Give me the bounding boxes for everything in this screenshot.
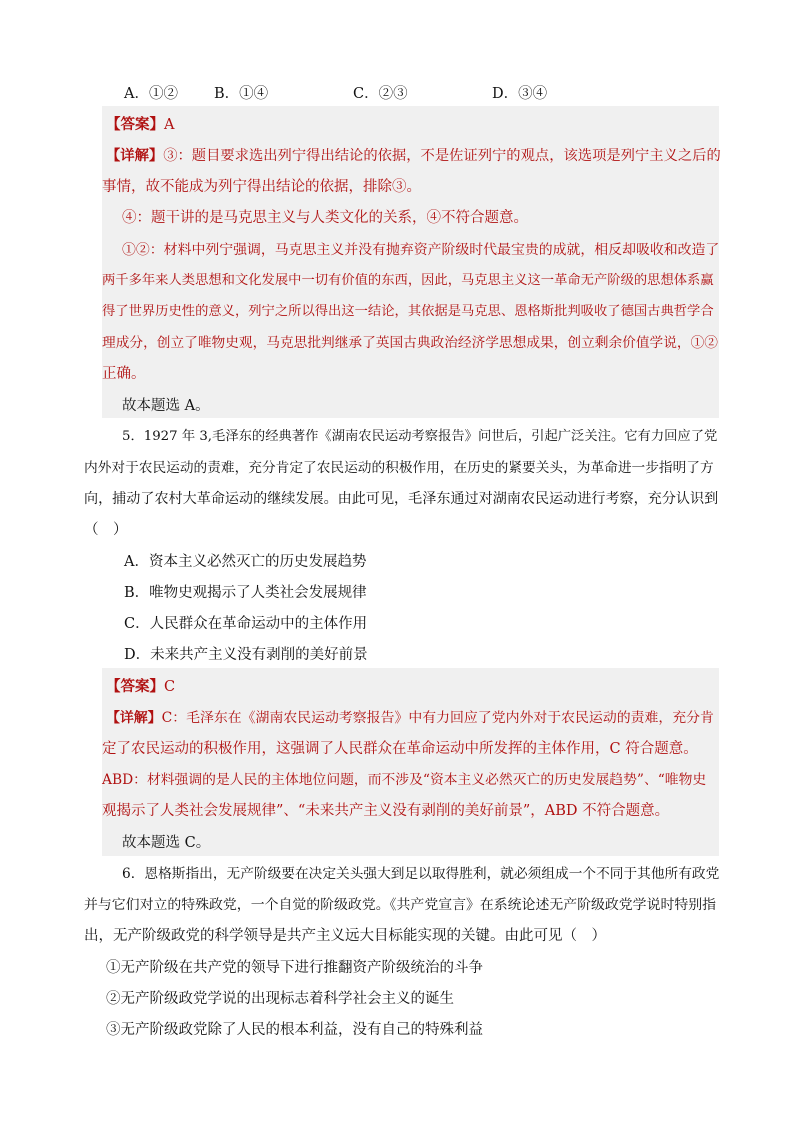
- q4-detail-line-4: ①②：材料中列宁强调，马克思主义并没有抛弃资产阶级时代最宝贵的成就，相反却吸收和改造了: [122, 242, 720, 258]
- q5-answer-block: [102, 668, 719, 856]
- q5-detail-label: 【详解】: [106, 710, 162, 726]
- q5-answer: 【答案】C: [106, 678, 176, 695]
- q5-option-c: C．人民群众在革命运动中的主体作用: [124, 616, 368, 632]
- q4-detail-line-7: 理成分，创立了唯物史观，马克思批判继承了英国古典政治经济学思想成果，创立剩余价值学说，①②: [102, 335, 718, 351]
- q5-stem-line-1: 5．1927 年 3,毛泽东的经典著作《湖南农民运动考察报告》问世后，引起广泛关注。它有力回应了党: [122, 429, 718, 444]
- q4-detail-line-1: 【详解】③：题目要求选出列宁得出结论的依据，不是佐证列宁的观点，该选项是列宁主义之后的: [106, 148, 721, 164]
- q4-detail-label: 【详解】: [106, 148, 164, 164]
- q4-option-c: C．②③: [353, 86, 408, 102]
- q4-detail-line-8: 正确。: [102, 366, 146, 382]
- q5-stem-line-4: （ ）: [84, 522, 128, 538]
- q5-option-d: D．未来共产主义没有剥削的美好前景: [124, 647, 368, 663]
- q5-detail-line-4: 观揭示了人类社会发展规律”、“未来共产主义没有剥削的美好前景”，ABD 不符合题意。: [102, 803, 670, 819]
- q4-answer: 【答案】A: [106, 116, 175, 133]
- q6-item-3: ③无产阶级政党除了人民的根本利益，没有自己的特殊利益: [106, 1022, 483, 1038]
- q4-detail-line-5: 两千多年来人类思想和文化发展中一切有价值的东西，因此，马克思主义这一革命无产阶级的思想体系赢: [102, 273, 714, 288]
- q6-stem-line-2: 并与它们对立的特殊政党，一个自觉的阶级政党。《共产党宣言》在系统论述无产阶级政党学说时特别指: [84, 897, 717, 913]
- q4-detail-line-2: 事情，故不能成为列宁得出结论的依据，排除③。: [102, 179, 421, 195]
- q4-conclusion: 故本题选 A。: [122, 398, 210, 414]
- q5-stem-line-3: 向，捕动了农村大革命运动的继续发展。由此可见，毛泽东通过对湖南农民运动进行考察，充分认识到: [84, 491, 719, 507]
- q4-option-b: B．①④: [214, 86, 269, 102]
- q4-detail-line-3: ④：题干讲的是马克思主义与人类文化的关系，④不符合题意。: [122, 210, 528, 226]
- q6-item-1: ①无产阶级在共产党的领导下进行推翻资产阶级统治的斗争: [106, 960, 483, 976]
- q4-option-a: A．①②: [124, 86, 178, 102]
- q5-detail-line-1: 【详解】C：毛泽东在《湖南农民运动考察报告》中有力回应了党内外对于农民运动的责难，充分肯: [106, 710, 714, 726]
- q5-option-b: B．唯物史观揭示了人类社会发展规律: [124, 585, 367, 601]
- q4-option-d: D．③④: [492, 86, 548, 102]
- q6-item-2: ②无产阶级政党学说的出现标志着科学社会主义的诞生: [106, 991, 454, 1007]
- q4-detail-line-6: 得了世界历史性的意义，列宁之所以得出这一结论，其依据是马克思、恩格斯批判吸收了德国古典哲学合: [102, 304, 714, 319]
- q6-stem-line-3: 出，无产阶级政党的科学领导是共产主义远大目标能实现的关键。由此可见（ ）: [84, 928, 606, 944]
- q5-option-a: A．资本主义必然灭亡的历史发展趋势: [124, 554, 367, 570]
- q5-detail-line-2: 定了农民运动的积极作用，这强调了人民群众在革命运动中所发挥的主体作用，C 符合题意。: [102, 741, 698, 757]
- q5-stem-line-2: 内外对于农民运动的责难，充分肯定了农民运动的积极作用，在历史的紧要关头，为革命进一步指明了方: [84, 460, 714, 476]
- q5-conclusion: 故本题选 C。: [122, 835, 211, 851]
- q6-stem-line-1: 6．恩格斯指出，无产阶级要在决定关头强大到足以取得胜利，就必须组成一个不同于其他所有政党: [122, 866, 720, 882]
- q5-detail-line-3: ABD：材料强调的是人民的主体地位问题，而不涉及“资本主义必然灭亡的历史发展趋势”、“唯物史: [102, 772, 707, 788]
